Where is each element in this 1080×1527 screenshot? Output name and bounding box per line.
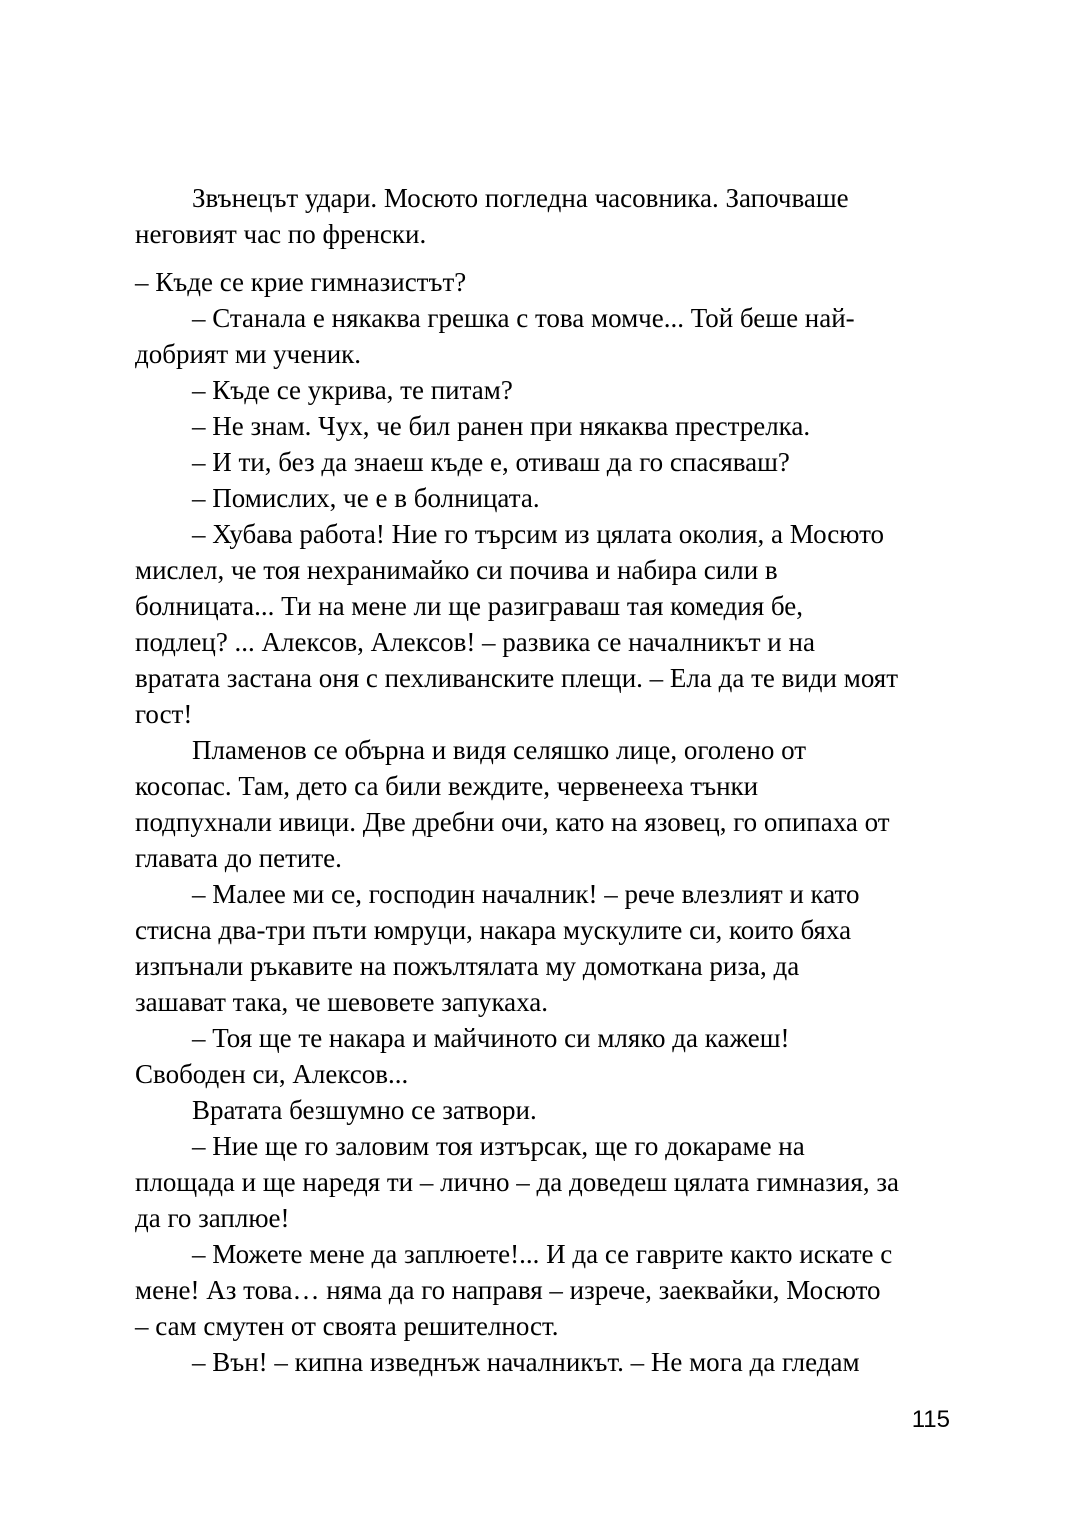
text-line: – Можете мене да заплюете!... И да се гаврите както искате с [192,1239,893,1269]
paragraph [135,732,947,876]
paragraph [135,480,947,516]
text-line: стисна два-три пъти юмруци, накара мускулите си, които бяха [135,915,852,945]
paragraph [135,1092,947,1128]
paragraph [135,1020,947,1092]
text-line: болницата... Ти на мене ли ще разиграваш тая комедия бе, [135,591,804,621]
text-line: – Станала е някаква грешка с това момче... Той беше най- [192,303,855,333]
text-line: – Малее ми се, господин началник! – рече влезлият и като [192,879,860,909]
text-line: подпухнали ивици. Две дребни очи, като на язовец, го опипаха от [135,807,890,837]
text-line: – Не знам. Чух, че бил ранен при някаква престрелка. [192,411,811,441]
paragraph [135,1344,947,1380]
text-line: неговият час по френски. [135,219,427,249]
paragraph [135,444,947,480]
text-line: Звънецът удари. Мосюто погледна часовника. Започваше [192,183,849,213]
text-line: Свободен си, Алексов... [135,1059,409,1089]
text-line: Пламенов се обърна и видя селяшко лице, оголено от [192,735,807,765]
text-line: мене! Аз това… няма да го направя – изрече, заеквайки, Мосюто [135,1275,881,1305]
text-line: подлец? ... Алексов, Алексов! – развика се началникът и на [135,627,815,657]
paragraph [135,876,947,1020]
text-line: – Помислих, че е в болницата. [192,483,540,513]
text-line: главата до петите. [135,843,342,873]
text-line: мислел, че тоя нехранимайко си почива и набира сили в [135,555,778,585]
paragraph [135,1128,947,1236]
text-line: гост! [135,699,193,729]
page-number: 115 [911,1406,950,1433]
text-line: – Тоя ще те накара и майчиното си мляко да кажеш! [192,1023,790,1053]
paragraph [135,516,947,732]
paragraph [135,180,947,252]
text-line: – Къде се укрива, те питам? [192,375,513,405]
text-line: – Вън! – кипна изведнъж началникът. – Не мога да гледам [192,1347,860,1377]
text-line: – Къде се крие гимназистът? [135,267,467,297]
paragraph [135,408,947,444]
text-line: – Ние ще го заловим тоя изтърсак, ще го докараме на [192,1131,805,1161]
text-line: добрият ми ученик. [135,339,362,369]
text-line: площада и ще наредя ти – лично – да доведеш цялата гимназия, за [135,1167,899,1197]
text-line: – И ти, без да знаеш къде е, отиваш да го спасяваш? [192,447,790,477]
paragraph [135,300,947,372]
page-text [135,180,947,1380]
text-line: Вратата безшумно се затвори. [192,1095,537,1125]
text-line: изпънали ръкавите на пожълтялата му домоткана риза, да [135,951,800,981]
text-line: – Хубава работа! Ние го търсим из цялата околия, а Мосюто [192,519,885,549]
text-line: – сам смутен от своята решителност. [135,1311,559,1341]
paragraph [135,372,947,408]
paragraph [135,1236,947,1344]
text-line: да го заплюе! [135,1203,290,1233]
text-line: зашават така, че шевовете запукаха. [135,987,549,1017]
paragraph [135,264,947,300]
text-line: вратата застана оня с пехливанските плещи. – Ела да те види моят [135,663,899,693]
text-line: косопас. Там, дето са били веждите, червенееха тънки [135,771,759,801]
